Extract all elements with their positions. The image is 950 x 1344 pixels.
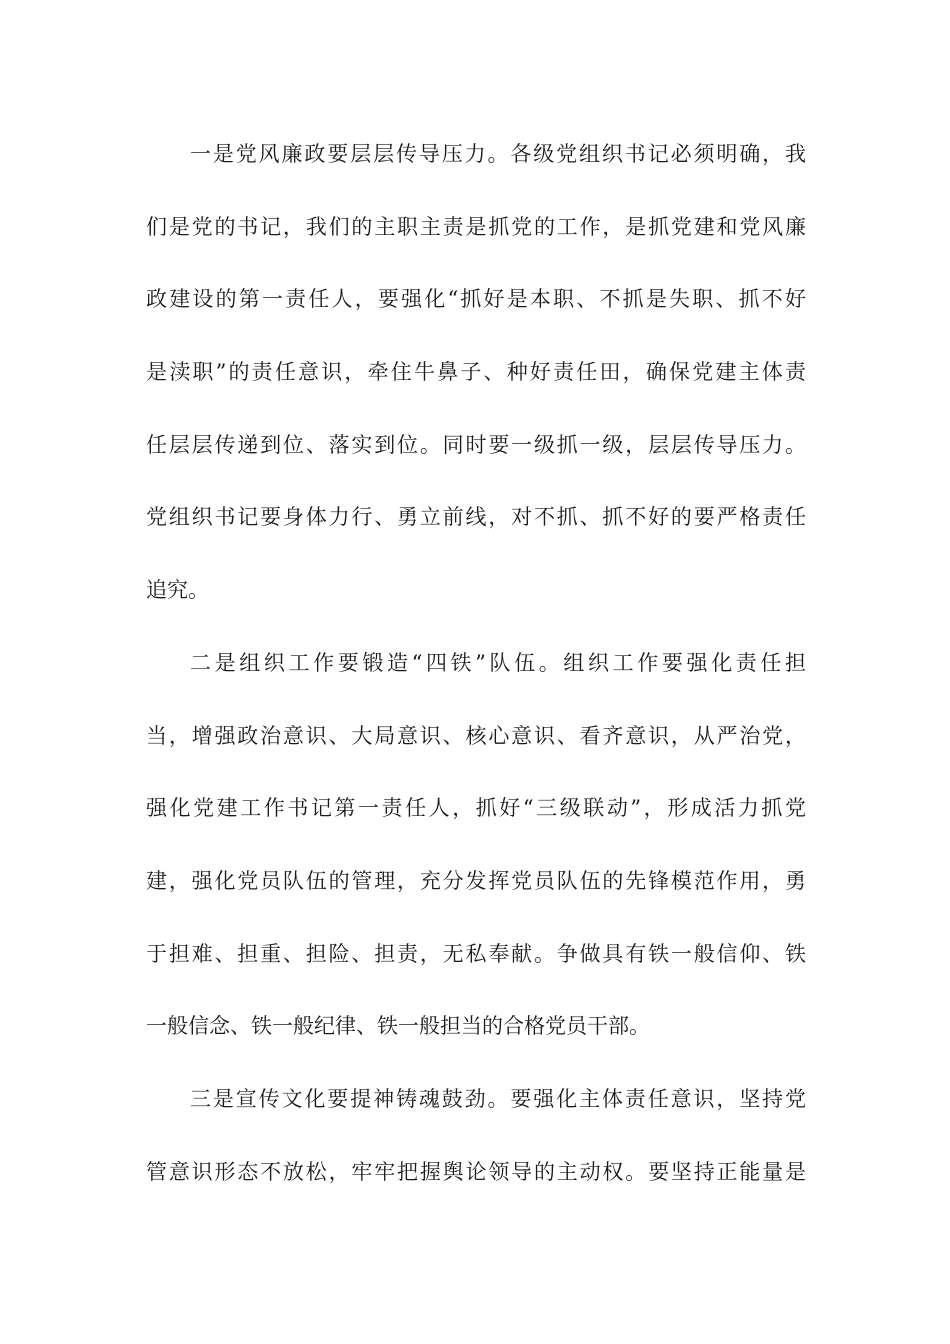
text-line: 强化党建工作书记第一责任人，抓好“三级联动”，形成活力抓党	[146, 796, 806, 821]
text-line: 一是党风廉政要层层传导压力。各级党组织书记必须明确，我	[190, 142, 806, 166]
text-line: 任层层传递到位、落实到位。同时要一级抓一级，层层传导压力。	[146, 432, 806, 457]
text-line: 们是党的书记，我们的主职主责是抓党的工作，是抓党建和党风廉	[146, 214, 806, 239]
text-line: 当，增强政治意识、大局意识、核心意识、看齐意识，从严治党，	[146, 723, 806, 748]
paragraph-2	[146, 627, 806, 1063]
text-line: 管意识形态不放松，牢牢把握舆论领导的主动权。要坚持正能量是	[146, 1159, 806, 1184]
text-line: 二是组织工作要锻造“四铁”队伍。组织工作要强化责任担	[190, 650, 806, 675]
text-line: 党组织书记要身体力行、勇立前线，对不抓、抓不好的要严格责任	[146, 505, 806, 530]
text-line: 追究。	[146, 578, 209, 603]
text-line: 政建设的第一责任人，要强化“抓好是本职、不抓是失职、抓不好	[146, 287, 806, 312]
text-line: 建，强化党员队伍的管理，充分发挥党员队伍的先锋模范作用，勇	[146, 868, 806, 893]
paragraph-1	[146, 118, 806, 627]
text-line: 是渎职”的责任意识，牵住牛鼻子、种好责任田，确保党建主体责	[146, 360, 806, 385]
document-body	[146, 118, 806, 1208]
text-line: 于担难、担重、担险、担责，无私奉献。争做具有铁一般信仰、铁	[146, 941, 806, 966]
paragraph-3	[146, 1063, 806, 1208]
text-line: 三是宣传文化要提神铸魂鼓劲。要强化主体责任意识，坚持党	[190, 1086, 806, 1111]
text-line: 一般信念、铁一般纪律、铁一般担当的合格党员干部。	[146, 1014, 650, 1039]
